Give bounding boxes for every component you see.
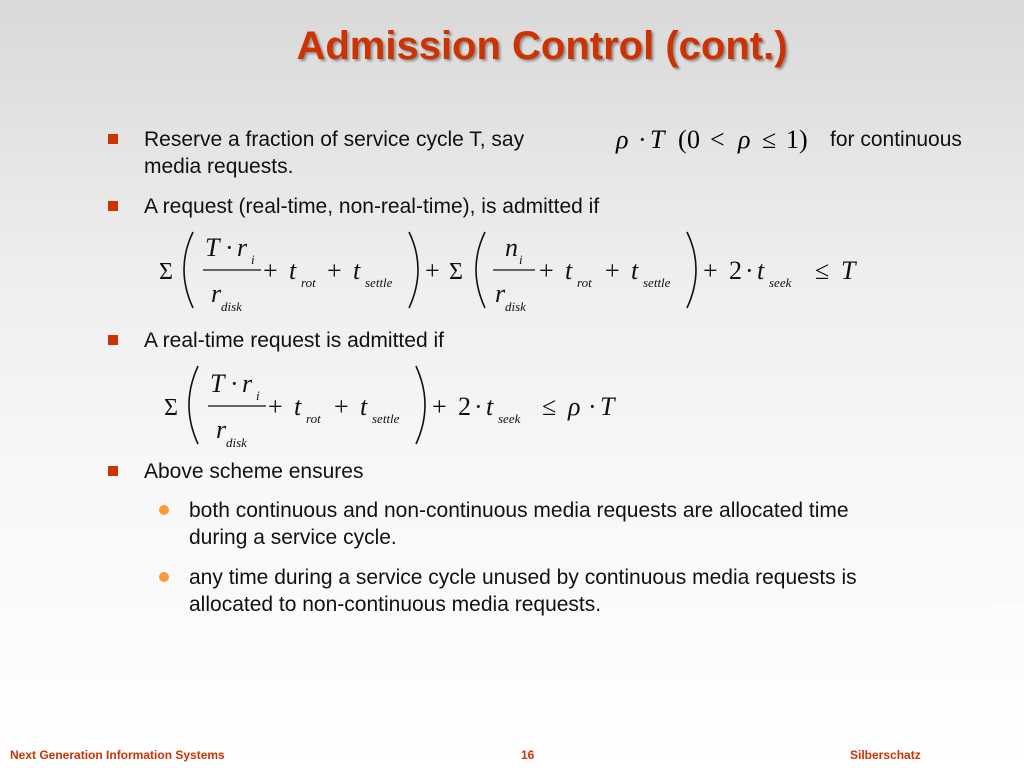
admission-equation-2 — [160, 358, 640, 453]
two-symbol: 2 — [458, 392, 471, 421]
inline-formula — [614, 118, 824, 158]
bullet-1-text — [144, 126, 524, 153]
n-symbol: n — [505, 233, 518, 262]
sub-bullet-1-line1: both continuous and non-continuous media requests are allocated time — [189, 499, 849, 522]
dot-symbol: · — [638, 125, 647, 154]
T-symbol: T — [841, 256, 856, 285]
r-symbol: r — [211, 279, 222, 308]
plus-symbol: + — [334, 392, 349, 421]
plus-symbol: + — [268, 392, 283, 421]
lparen-symbol: ( — [678, 125, 687, 154]
bullet-dot-icon — [159, 505, 169, 515]
subscript-rot: rot — [301, 275, 316, 290]
dot-symbol: · — [230, 369, 239, 398]
subscript-rot: rot — [577, 275, 592, 290]
subscript-i: i — [519, 252, 523, 267]
plus-symbol: + — [425, 256, 440, 285]
subscript-seek: seek — [498, 411, 521, 426]
t-symbol: t — [486, 392, 494, 421]
admission-equation-1 — [155, 222, 875, 317]
slide-title: Admission Control (cont.) — [296, 24, 788, 68]
t-symbol: t — [631, 256, 639, 285]
T-symbol: T — [600, 392, 615, 421]
left-paren — [476, 232, 485, 308]
sum-symbol: Σ — [164, 395, 178, 421]
sum-symbol: Σ — [449, 259, 463, 285]
sub-bullet-2-line1: any time during a service cycle unused by continuous media requests is — [189, 566, 857, 589]
dot-symbol: · — [745, 256, 754, 285]
t-symbol: t — [294, 392, 302, 421]
bullet-1-before: Reserve a fraction of service cycle T, say — [144, 128, 525, 151]
plus-symbol: + — [327, 256, 342, 285]
subscript-settle: settle — [372, 411, 400, 426]
subscript-i: i — [256, 388, 260, 403]
bullet-1-after: for continuous — [830, 128, 962, 151]
bullet-3-text: A real-time request is admitted if — [144, 329, 444, 352]
t-symbol: t — [289, 256, 297, 285]
leq-symbol: ≤ — [815, 256, 830, 285]
subscript-disk: disk — [505, 299, 526, 314]
subscript-i: i — [251, 252, 255, 267]
sum-symbol: Σ — [159, 259, 173, 285]
two-symbol: 2 — [729, 256, 742, 285]
right-paren — [687, 232, 696, 308]
zero-symbol: 0 — [687, 125, 700, 154]
rho-symbol: ρ — [568, 392, 581, 421]
r-symbol: r — [237, 233, 248, 262]
bullet-1-line2: media requests. — [144, 155, 294, 178]
one-symbol: 1 — [786, 125, 799, 154]
T-symbol: T — [210, 369, 225, 398]
rparen-symbol: ) — [799, 125, 808, 154]
subscript-seek: seek — [769, 275, 792, 290]
right-paren — [409, 232, 418, 308]
leq-symbol: ≤ — [542, 392, 557, 421]
subscript-disk: disk — [221, 299, 242, 314]
rho-symbol: ρ — [616, 125, 629, 154]
left-paren — [184, 232, 193, 308]
r-symbol: r — [242, 369, 253, 398]
sub-bullet-2-line2: allocated to non-continuous media requests. — [189, 593, 602, 616]
subscript-disk: disk — [226, 435, 247, 450]
subscript-settle: settle — [643, 275, 671, 290]
plus-symbol: + — [432, 392, 447, 421]
dot-symbol: · — [225, 233, 234, 262]
r-symbol: r — [216, 415, 227, 444]
subscript-settle: settle — [365, 275, 393, 290]
bullet-2-text: A request (real-time, non-real-time), is admitted if — [144, 195, 600, 218]
t-symbol: t — [360, 392, 368, 421]
r-symbol: r — [495, 279, 506, 308]
bullet-4-text: Above scheme ensures — [144, 460, 364, 483]
lt-symbol: < — [710, 125, 725, 154]
leq-symbol: ≤ — [762, 125, 777, 154]
bullet-dot-icon — [159, 572, 169, 582]
right-paren — [416, 366, 425, 444]
t-symbol: t — [565, 256, 573, 285]
plus-symbol: + — [703, 256, 718, 285]
t-symbol: t — [757, 256, 765, 285]
rho-symbol: ρ — [738, 125, 751, 154]
dot-symbol: · — [474, 392, 483, 421]
footer-left: Next Generation Information Systems — [10, 748, 225, 762]
sub-bullet-1-line2: during a service cycle. — [189, 526, 397, 549]
bullet-square-icon — [108, 335, 118, 345]
bullet-square-icon — [108, 466, 118, 476]
plus-symbol: + — [263, 256, 278, 285]
t-symbol: t — [353, 256, 361, 285]
left-paren — [189, 366, 198, 444]
dot-symbol: · — [588, 392, 597, 421]
T-symbol: T — [650, 125, 665, 154]
bullet-square-icon — [108, 134, 118, 144]
decorative-line — [994, 605, 1024, 608]
subscript-rot: rot — [306, 411, 321, 426]
plus-symbol: + — [539, 256, 554, 285]
footer-right: Silberschatz — [850, 748, 921, 762]
plus-symbol: + — [605, 256, 620, 285]
footer-page-number: 16 — [521, 748, 535, 762]
bullet-square-icon — [108, 201, 118, 211]
T-symbol: T — [205, 233, 220, 262]
